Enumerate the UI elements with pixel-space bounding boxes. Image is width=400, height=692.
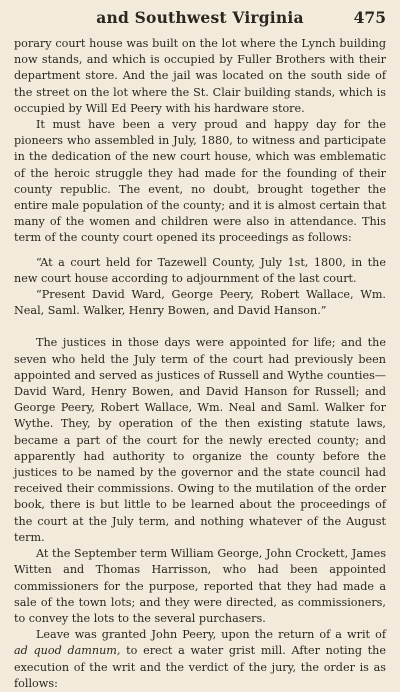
quote-paragraph: “At a court held for Tazewell County, July 1st, 1800, in the new court house according to adjournment of the last court. — [14, 255, 386, 285]
paragraph: The justices in those days were appointed for life; and the seven who held the July term of the court had previously been appointed and served as justices of Russell and Wythe counties—David Ward, Henry Bowen, and David Hanson for Russell; and George Peery, Robert Wallace, Wm. Neal and Saml. Walker for Wythe. They, by operation of the then existing statute laws, became a part of the court for the newly erected county; and apparently had authority to organize the county before the justices to be named by the governor and the state council had received their commissions. Owing to the mutilation of the order book, there is but little to be learned about the proceedings of the court at the July term, and nothing whatever of the August term. — [14, 336, 386, 544]
running-header — [14, 8, 386, 32]
paragraph-text: Leave was granted John Peery, upon the return of a writ of — [36, 628, 386, 642]
quote-paragraph: “Present David Ward, George Peery, Robert Wallace, Wm. Neal, Saml. Walker, Henry Bowen, and David Hanson.” — [14, 288, 386, 318]
page-number: 475 — [353, 8, 386, 27]
paragraph: It must have been a very proud and happy day for the pioneers who assembled in July, 1880, to witness and participate in the dedication of the new court house, which was emblematic of the heroic struggle they had made for the founding of their county republic. The event, no doubt, brought together the entire male population of the county; and it is almost certain that many of the women and children were also in attendance. This term of the county court opened its proceedings as follows: — [14, 118, 386, 245]
paragraph-text: to erect a water grist mill. After noting the execution of the writ and the verdict of the jury, the order is as follows: — [14, 644, 386, 690]
italic-latin-term: ad quod damnum, — [14, 644, 121, 658]
body-text — [14, 36, 386, 692]
running-title: and Southwest Virginia — [96, 8, 304, 27]
paragraph: At the September term William George, John Crockett, James Witten and Thomas Harrisson, who had been appointed commissioners for the purpose, reported that they had made a sale of the town lots; and they were directed, as commissioners, to convey the lots to the several purchasers. — [14, 547, 386, 625]
paragraph-continued: porary court house was built on the lot where the Lynch building now stands, and which is occupied by Fuller Brothers with their department store. And the jail was located on the south side of the street on the lot where the St. Clair building stands, which is occupied by Will Ed Peery with his hardware store. — [14, 37, 386, 115]
paragraph — [14, 627, 386, 692]
